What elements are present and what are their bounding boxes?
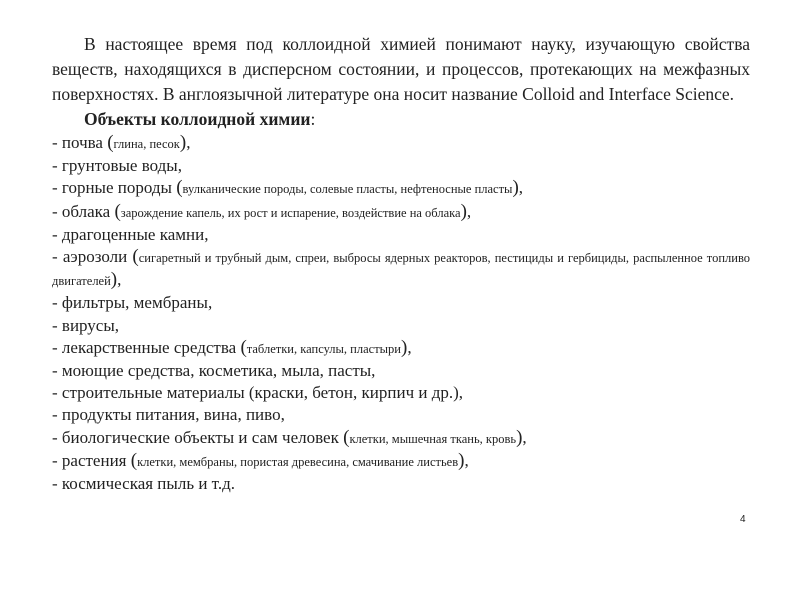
page-number: 4 [740,514,746,525]
list-item: - грунтовые воды, [52,156,182,176]
section-heading-title: Объекты коллоидной химии [84,109,311,129]
list-item: - продукты питания, вина, пиво, [52,405,285,425]
section-heading-colon: : [310,109,316,129]
list-item: - биологические объекты и сам человек (клетки, мышечная ткань, кровь), [52,426,527,448]
objects-list [52,132,750,495]
list-item: - почва (глина, песок), [52,132,191,153]
list-item: - растения (клетки, мембраны, пористая древесина, смачивание листьев), [52,449,469,471]
list-item: - лекарственные средства (таблетки, капсулы, пластыри), [52,336,412,358]
list-item: - строительные материалы (краски, бетон, кирпич и др.), [52,383,464,403]
list-item: - драгоценные камни, [52,224,209,244]
list-item: - моющие средства, косметика, мыла, пасты, [52,361,376,381]
section-heading [84,108,750,131]
list-item: - космическая пыль и т.д. [52,474,235,494]
list-item: - фильтры, мембраны, [52,293,213,313]
list-item: - аэрозоли (сигаретный и трубный дым, спреи, выбросы ядерных реакторов, пестициды и гербициды, распыленное топливо двигателей), [52,246,751,291]
intro-paragraph: В настоящее время под коллоидной химией понимают науку, изучающую свойства веществ, находящихся в дисперсном состоянии, и процессов, протекающих на межфазных поверхностях. В англоязычной литературе она носит название Colloid and Interface Science. [52,34,750,104]
list-item: - вирусы, [52,315,120,335]
list-item: - облака (зарождение капель, их рост и испарение, воздействие на облака), [52,200,472,222]
list-item: - горные породы (вулканические породы, солевые пласты, нефтеносные пласты), [52,177,524,199]
